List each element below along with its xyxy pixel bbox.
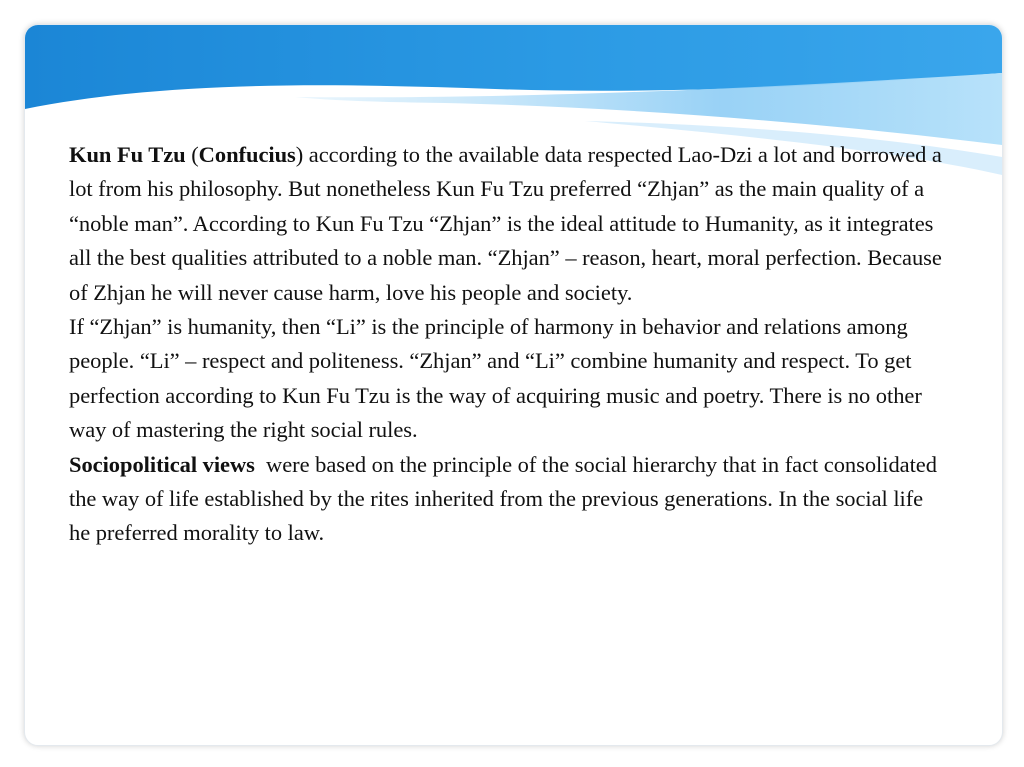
slide-frame <box>24 24 1003 746</box>
paragraph-text: ( <box>185 142 199 167</box>
bold-term-confucius: Confucius <box>198 142 296 167</box>
bold-term-kun-fu-tzu: Kun Fu Tzu <box>69 142 186 167</box>
paragraph-confucius <box>69 138 949 310</box>
paragraph-text: ) according to the available data respected Lao-Dzi a lot and borrowed a lot from his philosophy. But nonetheless Kun Fu Tzu preferred “Zhjan” as the main quality of a “noble man”. According to Kun Fu Tzu “Zhjan” is the ideal attitude to Humanity, as it integrates all the best qualities attributed to a noble man. “Zhjan” – reason, heart, moral perfection. Because of Zhjan he will never cause harm, love his people and society. <box>69 142 942 305</box>
paragraph-text: were based on the principle of the social hierarchy that in fact consolidated the way of life established by the rites inherited from the previous generations. In the social life he preferred morality to law. <box>69 451 943 546</box>
paragraph-li: If “Zhjan” is humanity, then “Li” is the principle of harmony in behavior and relations among people. “Li” – respect and politeness. “Zhjan” and “Li” combine humanity and respect. To get perfection according to Kun Fu Tzu is the way of acquiring music and poetry. There is no other way of mastering the right social rules. <box>69 314 922 443</box>
paragraph-sociopolitical <box>69 448 949 551</box>
bold-term-sociopolitical-views: Sociopolitical views <box>69 451 255 477</box>
slide-body-text <box>69 138 949 551</box>
